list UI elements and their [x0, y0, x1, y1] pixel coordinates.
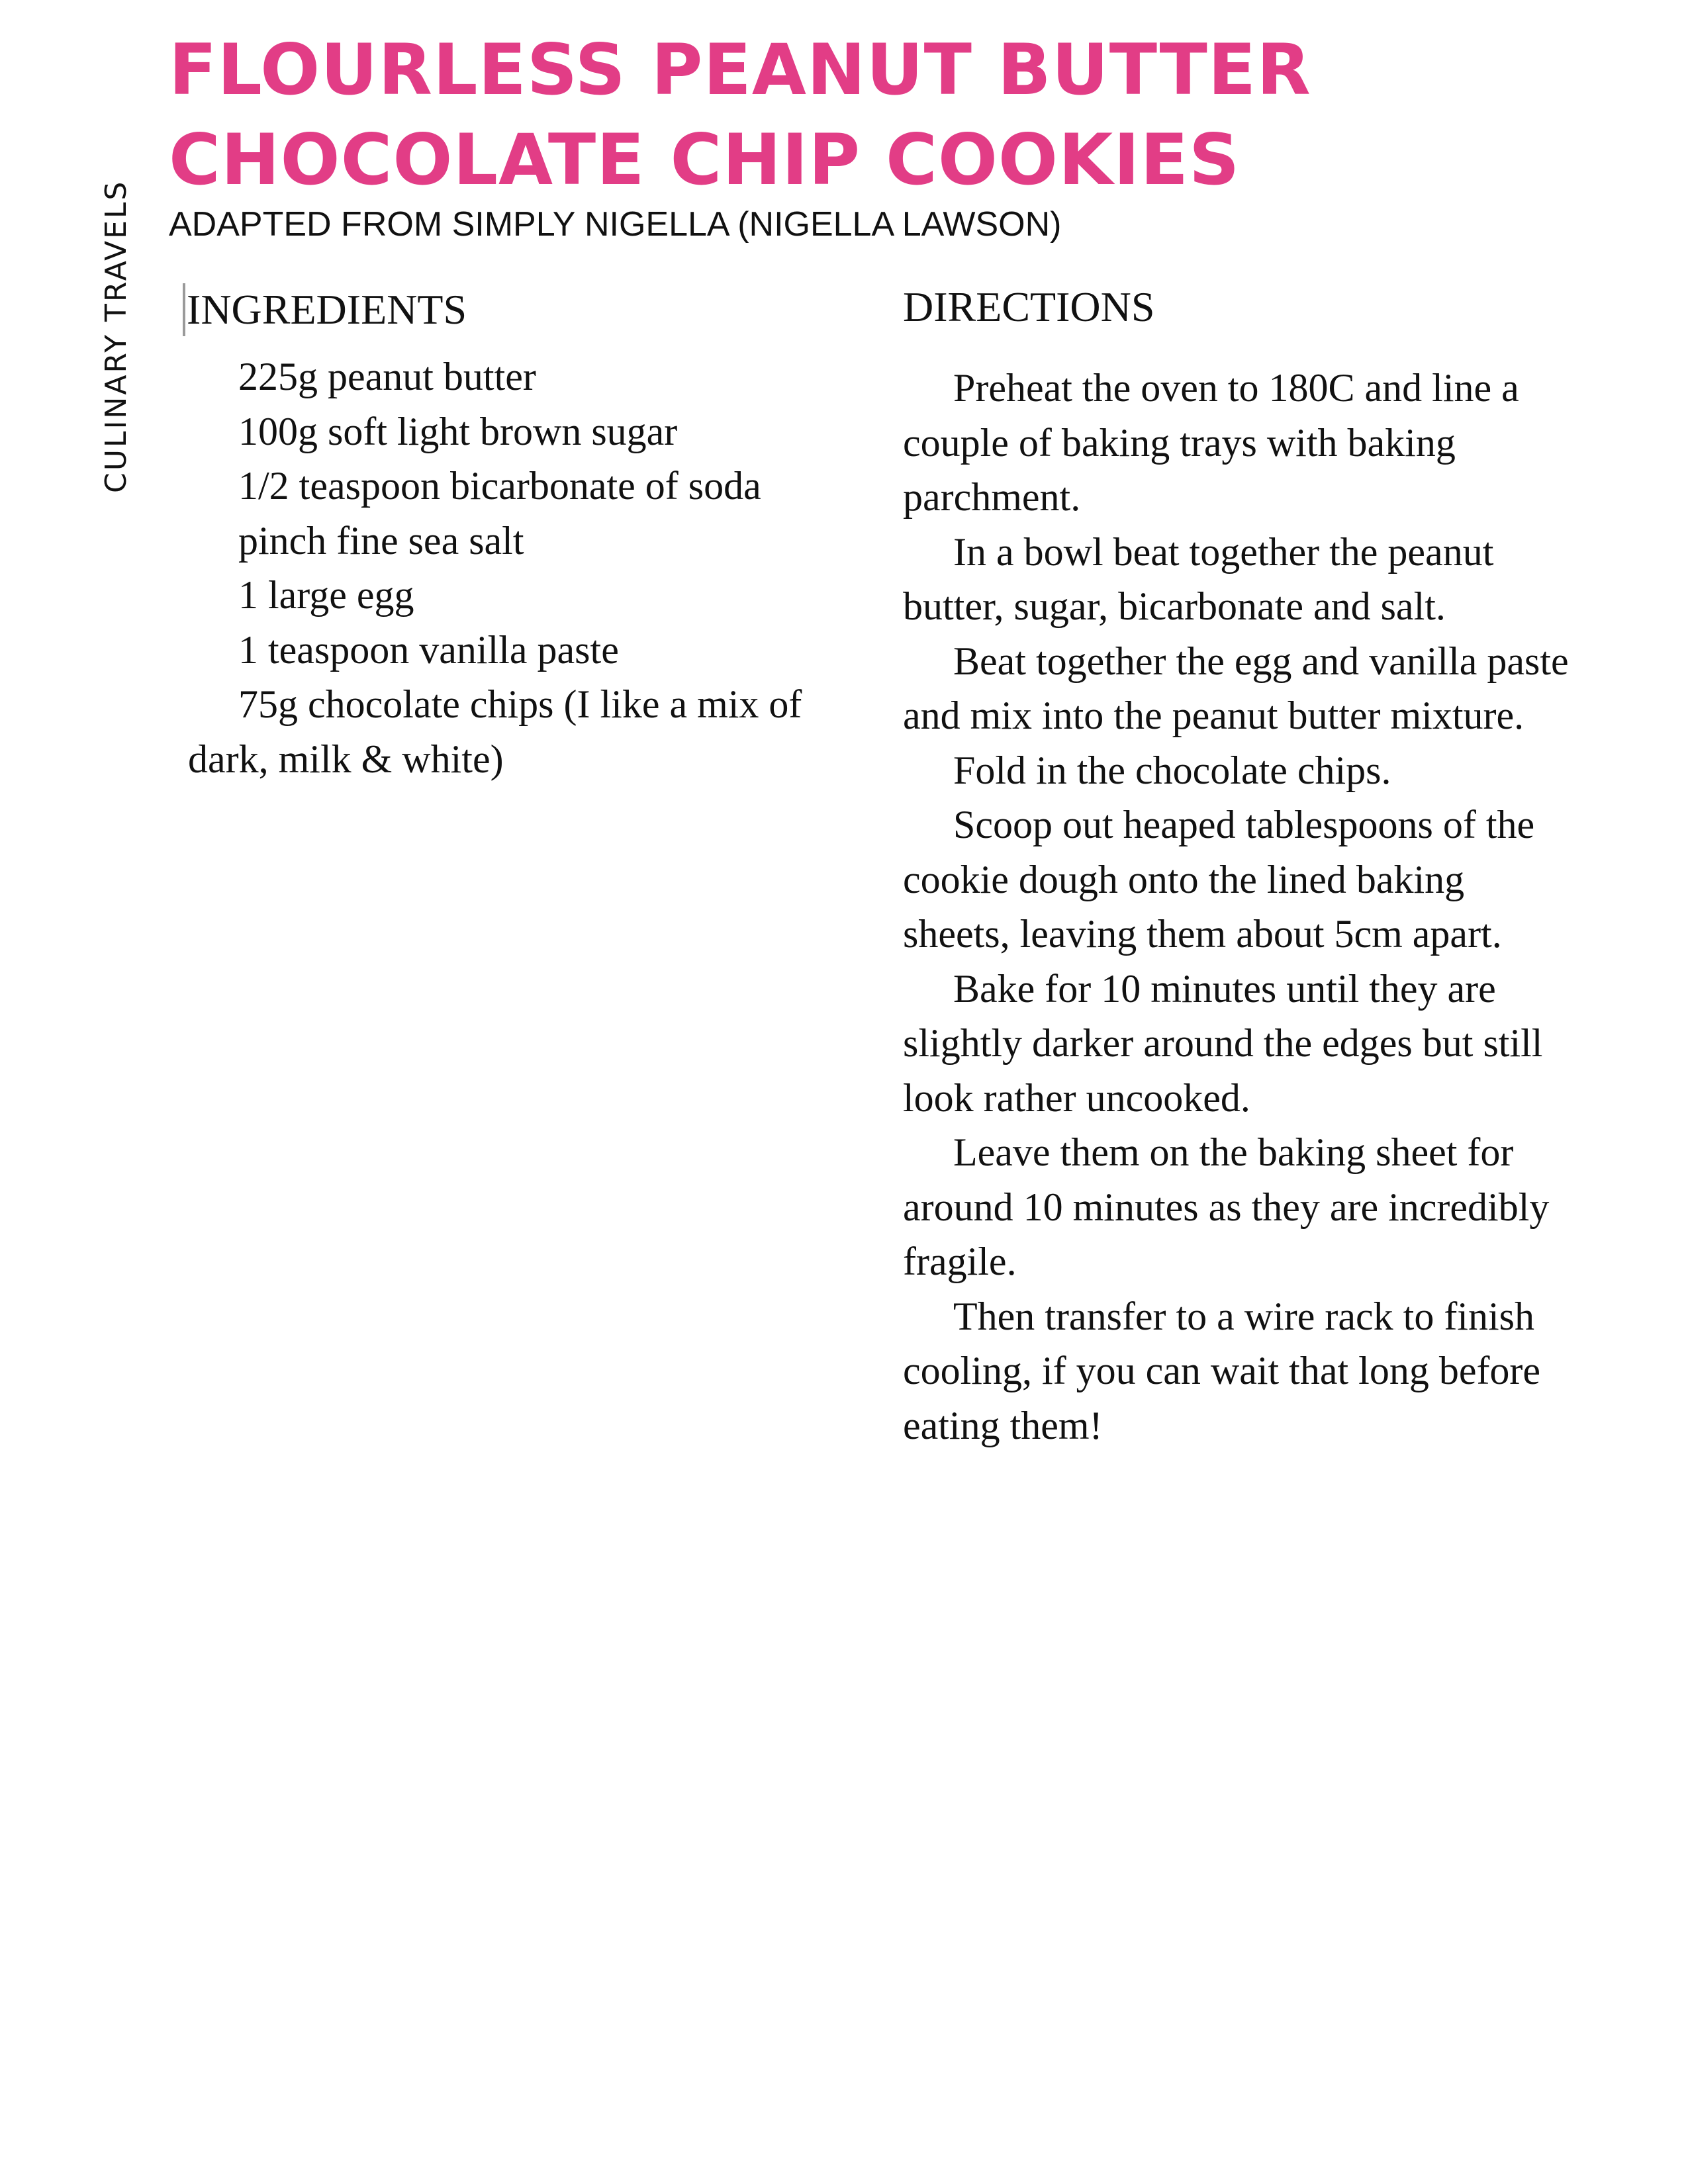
recipe-title-line-1: FLOURLESS PEANUT BUTTER: [169, 29, 1311, 111]
ingredient-item: 1 large egg: [238, 573, 414, 617]
ingredient-item: 1 teaspoon vanilla paste: [238, 627, 619, 672]
ingredient-item: 1/2 teaspoon bicarbonate of soda: [238, 464, 761, 508]
direction-step: Fold in the chocolate chips.: [953, 748, 1391, 792]
direction-step: In a bowl beat together the peanut butter, sugar, bicarbonate and salt.: [903, 529, 1494, 628]
side-label: CULINARY TRAVELS: [99, 179, 133, 493]
ingredients-heading: INGREDIENTS: [183, 283, 467, 336]
direction-step: Leave them on the baking sheet for around 10 minutes as they are incredibly fragile.: [903, 1130, 1550, 1283]
ingredient-item: 225g peanut butter: [238, 355, 536, 398]
direction-step: Beat together the egg and vanilla paste and mix into the peanut butter mixture.: [903, 639, 1569, 737]
directions-list: [903, 361, 1578, 1453]
ingredient-item: pinch fine sea salt: [238, 518, 524, 563]
direction-step: Bake for 10 minutes until they are slightly darker around the edges but still look rather uncooked.: [903, 966, 1543, 1120]
recipe-source: ADAPTED FROM SIMPLY NIGELLA (NIGELLA LAWSON): [169, 205, 1062, 244]
recipe-title-line-2: CHOCOLATE CHIP COOKIES: [169, 119, 1241, 201]
ingredients-list: [188, 349, 863, 786]
ingredient-item: 100g soft light brown sugar: [238, 409, 678, 453]
recipe-title: [169, 25, 1592, 205]
directions-heading: DIRECTIONS: [903, 283, 1155, 330]
direction-step: Then transfer to a wire rack to finish cooling, if you can wait that long before eating them!: [903, 1294, 1541, 1447]
direction-step: Scoop out heaped tablespoons of the cookie dough onto the lined baking sheets, leaving them about 5cm apart.: [903, 803, 1535, 956]
direction-step: Preheat the oven to 180C and line a couple of baking trays with baking parchment.: [903, 366, 1519, 519]
ingredient-item: 75g chocolate chips (I like a mix of dark, milk & white): [188, 682, 802, 781]
